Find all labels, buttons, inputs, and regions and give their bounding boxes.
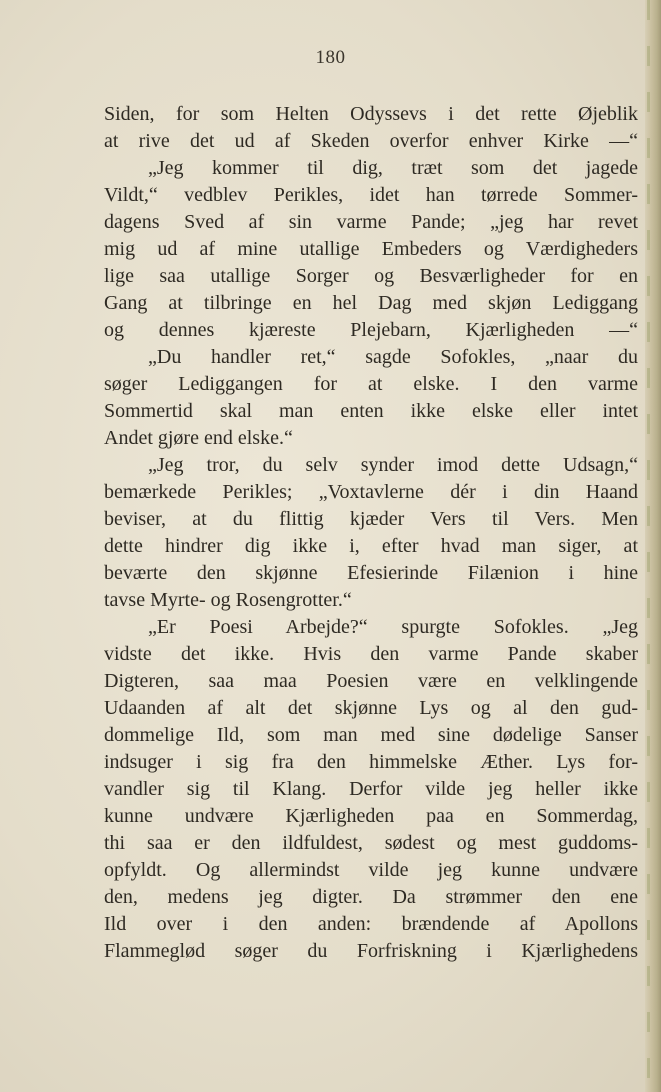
text-line: „Jeg kommer til dig, træt som det jagede	[148, 157, 638, 179]
body-text	[104, 101, 638, 965]
text-line: bemærkede Perikles; „Voxtavlerne dér i din Haand	[104, 481, 638, 503]
text-line: „Jeg tror, du selv synder imod dette Udsagn,“	[148, 454, 638, 476]
text-line: „Du handler ret,“ sagde Sofokles, „naar du	[148, 346, 638, 368]
text-line: Flammeglød søger du Forfriskning i Kjærlighedens	[104, 940, 638, 962]
text-line: Vildt,“ vedblev Perikles, idet han tørrede Sommer-	[104, 184, 638, 206]
text-line: Ild over i den anden: brændende af Apollons	[104, 913, 638, 935]
text-line: opfyldt. Og allermindst vilde jeg kunne undvære	[104, 859, 638, 881]
text-line: søger Lediggangen for at elske. I den varme	[104, 373, 638, 395]
page-number: 180	[315, 47, 346, 68]
text-line: kunne undvære Kjærligheden paa en Sommerdag,	[104, 805, 638, 827]
text-line: beværte den skjønne Efesierinde Filænion i hine	[104, 562, 638, 584]
text-line: indsuger i sig fra den himmelske Æther. Lys for-	[104, 751, 638, 773]
page-edge	[645, 0, 661, 1092]
text-line: Sommertid skal man enten ikke elske eller intet	[104, 400, 638, 422]
text-line: tavse Myrte- og Rosengrotter.“	[104, 589, 352, 611]
text-line: vandler sig til Klang. Derfor vilde jeg heller ikke	[104, 778, 638, 800]
text-line: Udaanden af alt det skjønne Lys og al den gud-	[104, 697, 638, 719]
text-line: dommelige Ild, som man med sine dødelige Sanser	[104, 724, 638, 746]
text-line: at rive det ud af Skeden overfor enhver Kirke —“	[104, 130, 638, 152]
text-line: Siden, for som Helten Odyssevs i det rette Øjeblik	[104, 103, 638, 125]
text-line: „Er Poesi Arbejde?“ spurgte Sofokles. „Jeg	[148, 616, 638, 638]
text-line: Gang at tilbringe en hel Dag med skjøn Lediggang	[104, 292, 638, 314]
text-line: Digteren, saa maa Poesien være en velklingende	[104, 670, 638, 692]
text-line: og dennes kjæreste Plejebarn, Kjærligheden —“	[104, 319, 638, 341]
text-line: dagens Sved af sin varme Pande; „jeg har revet	[104, 211, 638, 233]
text-line: dette hindrer dig ikke i, efter hvad man siger, at	[104, 535, 638, 557]
text-line: thi saa er den ildfuldest, sødest og mest guddoms-	[104, 832, 638, 854]
text-line: den, medens jeg digter. Da strømmer den ene	[104, 886, 638, 908]
text-line: mig ud af mine utallige Embeders og Værdigheders	[104, 238, 638, 260]
text-line: lige saa utallige Sorger og Besværligheder for en	[104, 265, 638, 287]
text-line: Andet gjøre end elske.“	[104, 427, 293, 449]
text-line: vidste det ikke. Hvis den varme Pande skaber	[104, 643, 638, 665]
text-line: beviser, at du flittig kjæder Vers til Vers. Men	[104, 508, 638, 530]
